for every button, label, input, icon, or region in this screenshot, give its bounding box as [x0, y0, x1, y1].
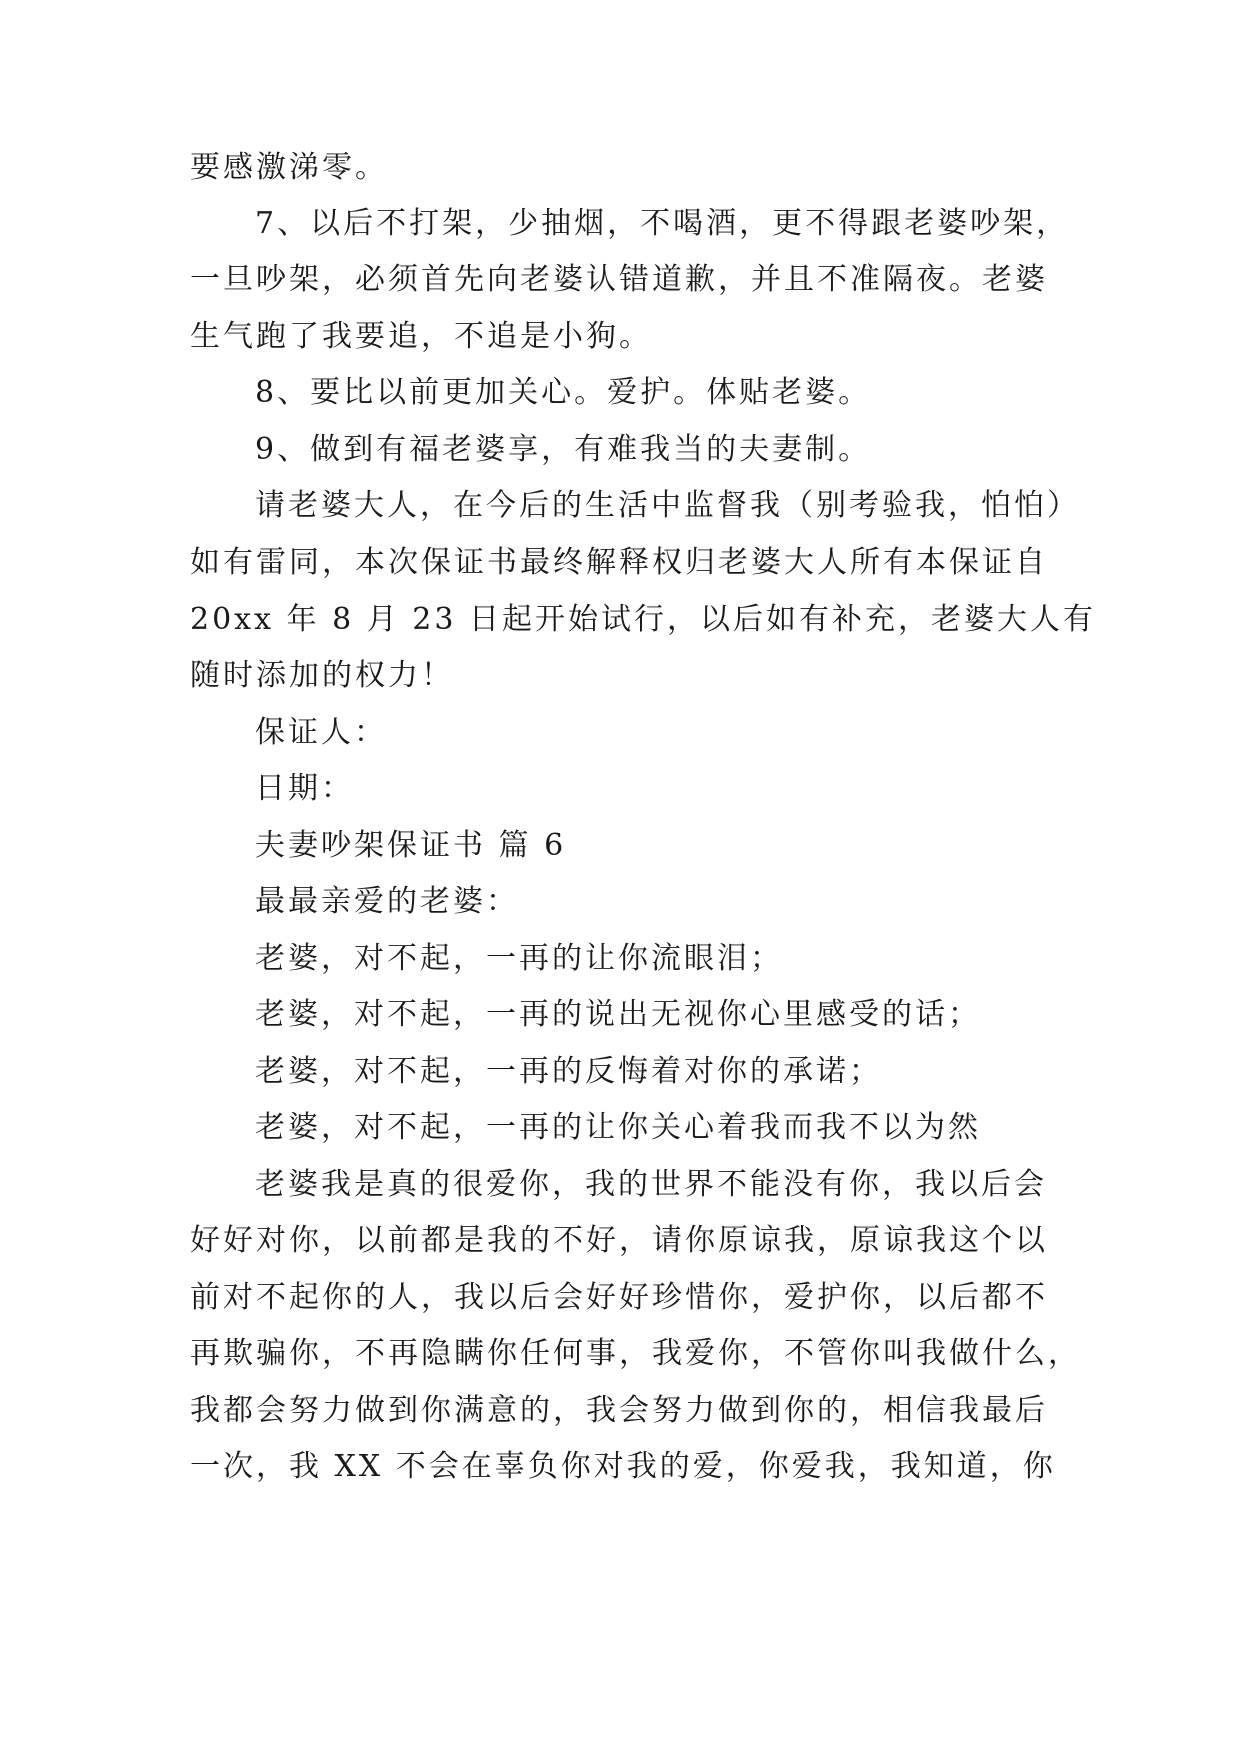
text-line: 20xx 年 8 月 23 日起开始试行，以后如有补充，老婆大人有 [190, 602, 1096, 637]
text-line: 好好对你，以前都是我的不好，请你原谅我，原谅我这个以 [190, 1223, 1048, 1258]
text-line: 老婆，对不起，一再的让你流眼泪； [255, 941, 783, 976]
text-line: 老婆，对不起，一再的说出无视你心里感受的话； [255, 997, 981, 1032]
text-line: 一旦吵架，必须首先向老婆认错道歉，并且不准隔夜。老婆 [190, 262, 1048, 297]
text-line: 一次，我 XX 不会在辜负你对我的爱，你爱我，我知道，你 [190, 1449, 1056, 1484]
text-line: 如有雷同，本次保证书最终解释权归老婆大人所有本保证自 [190, 545, 1048, 580]
text-line: 7、以后不打架，少抽烟，不喝酒，更不得跟老婆吵架， [255, 206, 1070, 241]
section-heading: 夫妻吵架保证书 篇 6 [255, 828, 567, 863]
text-line: 保证人： [255, 715, 387, 750]
text-line: 8、要比以前更加关心。爱护。体贴老婆。 [255, 375, 872, 410]
text-line: 老婆，对不起，一再的让你关心着我而我不以为然 [255, 1110, 981, 1145]
text-line: 随时添加的权力！ [190, 658, 454, 693]
text-line: 最最亲爱的老婆： [255, 884, 519, 919]
text-line: 老婆我是真的很爱你，我的世界不能没有你，我以后会 [255, 1167, 1047, 1202]
text-line: 要感激涕零。 [190, 150, 388, 185]
text-line: 前对不起你的人，我以后会好好珍惜你，爱护你，以后都不 [190, 1280, 1048, 1315]
text-line: 日期： [255, 771, 354, 806]
text-line: 我都会努力做到你满意的，我会努力做到你的，相信我最后 [190, 1393, 1048, 1428]
text-line: 再欺骗你，不再隐瞒你任何事，我爱你，不管你叫我做什么， [190, 1336, 1081, 1371]
text-line: 9、做到有福老婆享，有难我当的夫妻制。 [255, 432, 872, 467]
text-line: 老婆，对不起，一再的反悔着对你的承诺； [255, 1054, 882, 1089]
text-line: 请老婆大人，在今后的生活中监督我（别考验我，怕怕） [255, 488, 1080, 523]
text-line: 生气跑了我要追，不追是小狗。 [190, 319, 652, 354]
